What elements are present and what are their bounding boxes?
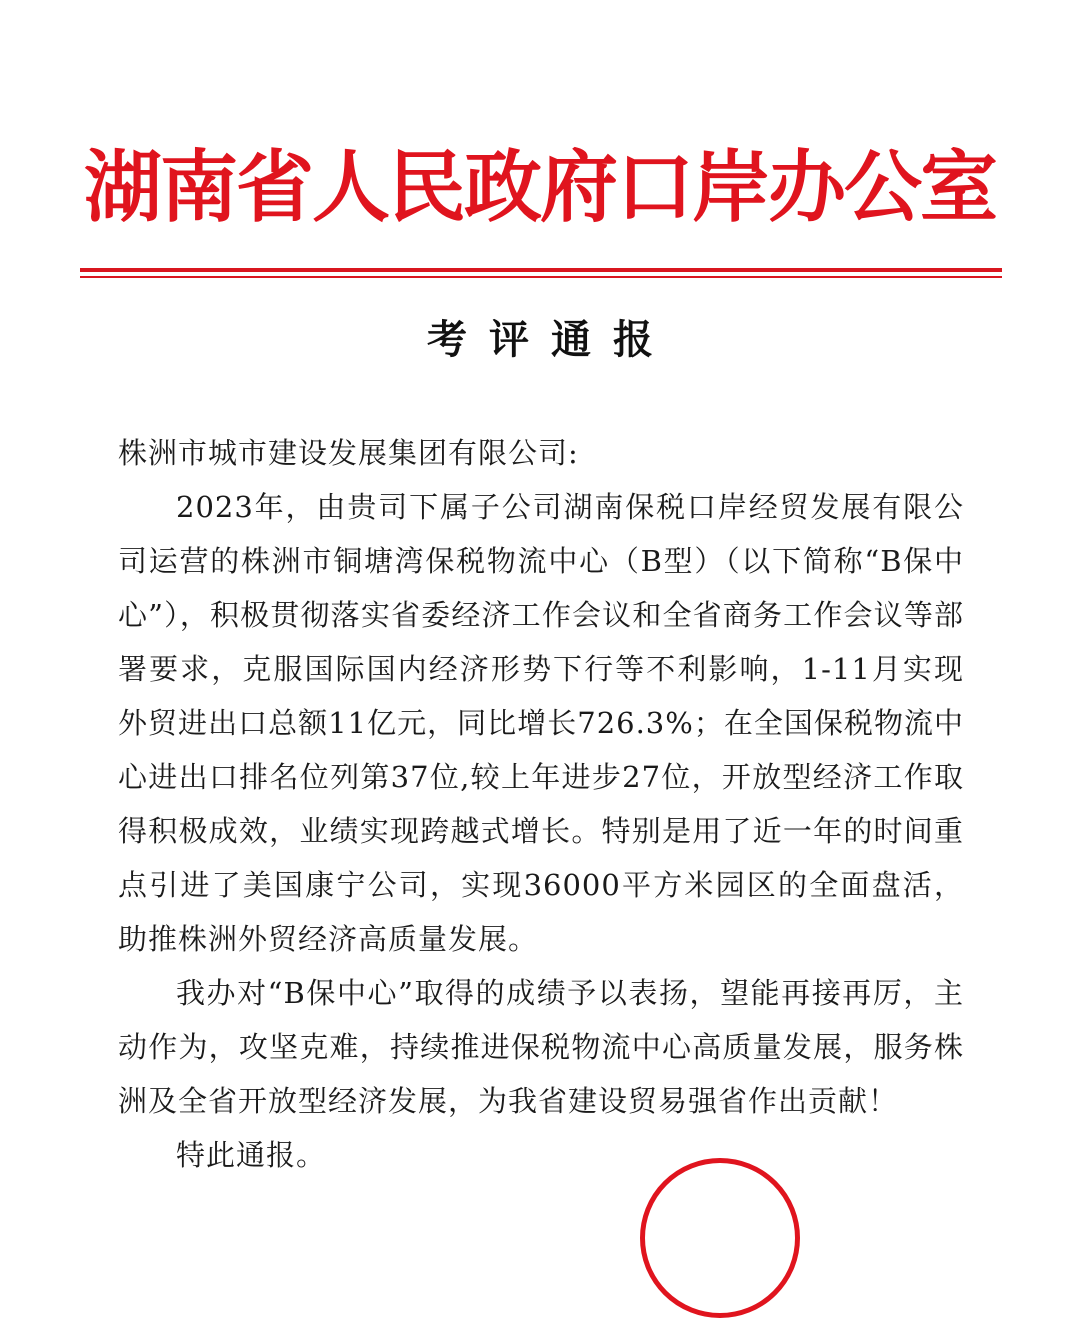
- official-seal-icon: [640, 1158, 800, 1318]
- closing-line: 特此通报。: [176, 1138, 327, 1172]
- document-title: 考评通报: [427, 317, 675, 363]
- addressee-line: 株洲市城市建设发展集团有限公司:: [118, 436, 579, 470]
- letterhead-divider-thin: [80, 276, 1002, 278]
- body-paragraph-1: 2023年，由贵司下属子公司湖南保税口岸经贸发展有限公司运营的株洲市铜塘湾保税物流中心（B型）（以下简称“B保中心”），积极贯彻落实省委经济工作会议和全省商务工作会议等部署要求，克服国际国内经济形势下行等不利影响，1-11月实现外贸进出口总额11亿元，同比增长726.3%；在全国保税物流中心进出口排名位列第37位,较上年进步27位，开放型经济工作取得积极成效，业绩实现跨越式增长。特别是用了近一年的时间重点引进了美国康宁公司，实现36000平方米园区的全面盘活，助推株洲外贸经济高质量发展。: [118, 490, 964, 956]
- letterhead-divider-thick: [80, 268, 1002, 272]
- document-body: [118, 426, 964, 1182]
- body-paragraph-2: 我办对“B保中心”取得的成绩予以表扬，望能再接再厉，主动作为，攻坚克难，持续推进保税物流中心高质量发展，服务株洲及全省开放型经济发展，为我省建设贸易强省作出贡献！: [118, 976, 964, 1118]
- organization-letterhead: 湖南省人民政府口岸办公室: [83, 143, 996, 233]
